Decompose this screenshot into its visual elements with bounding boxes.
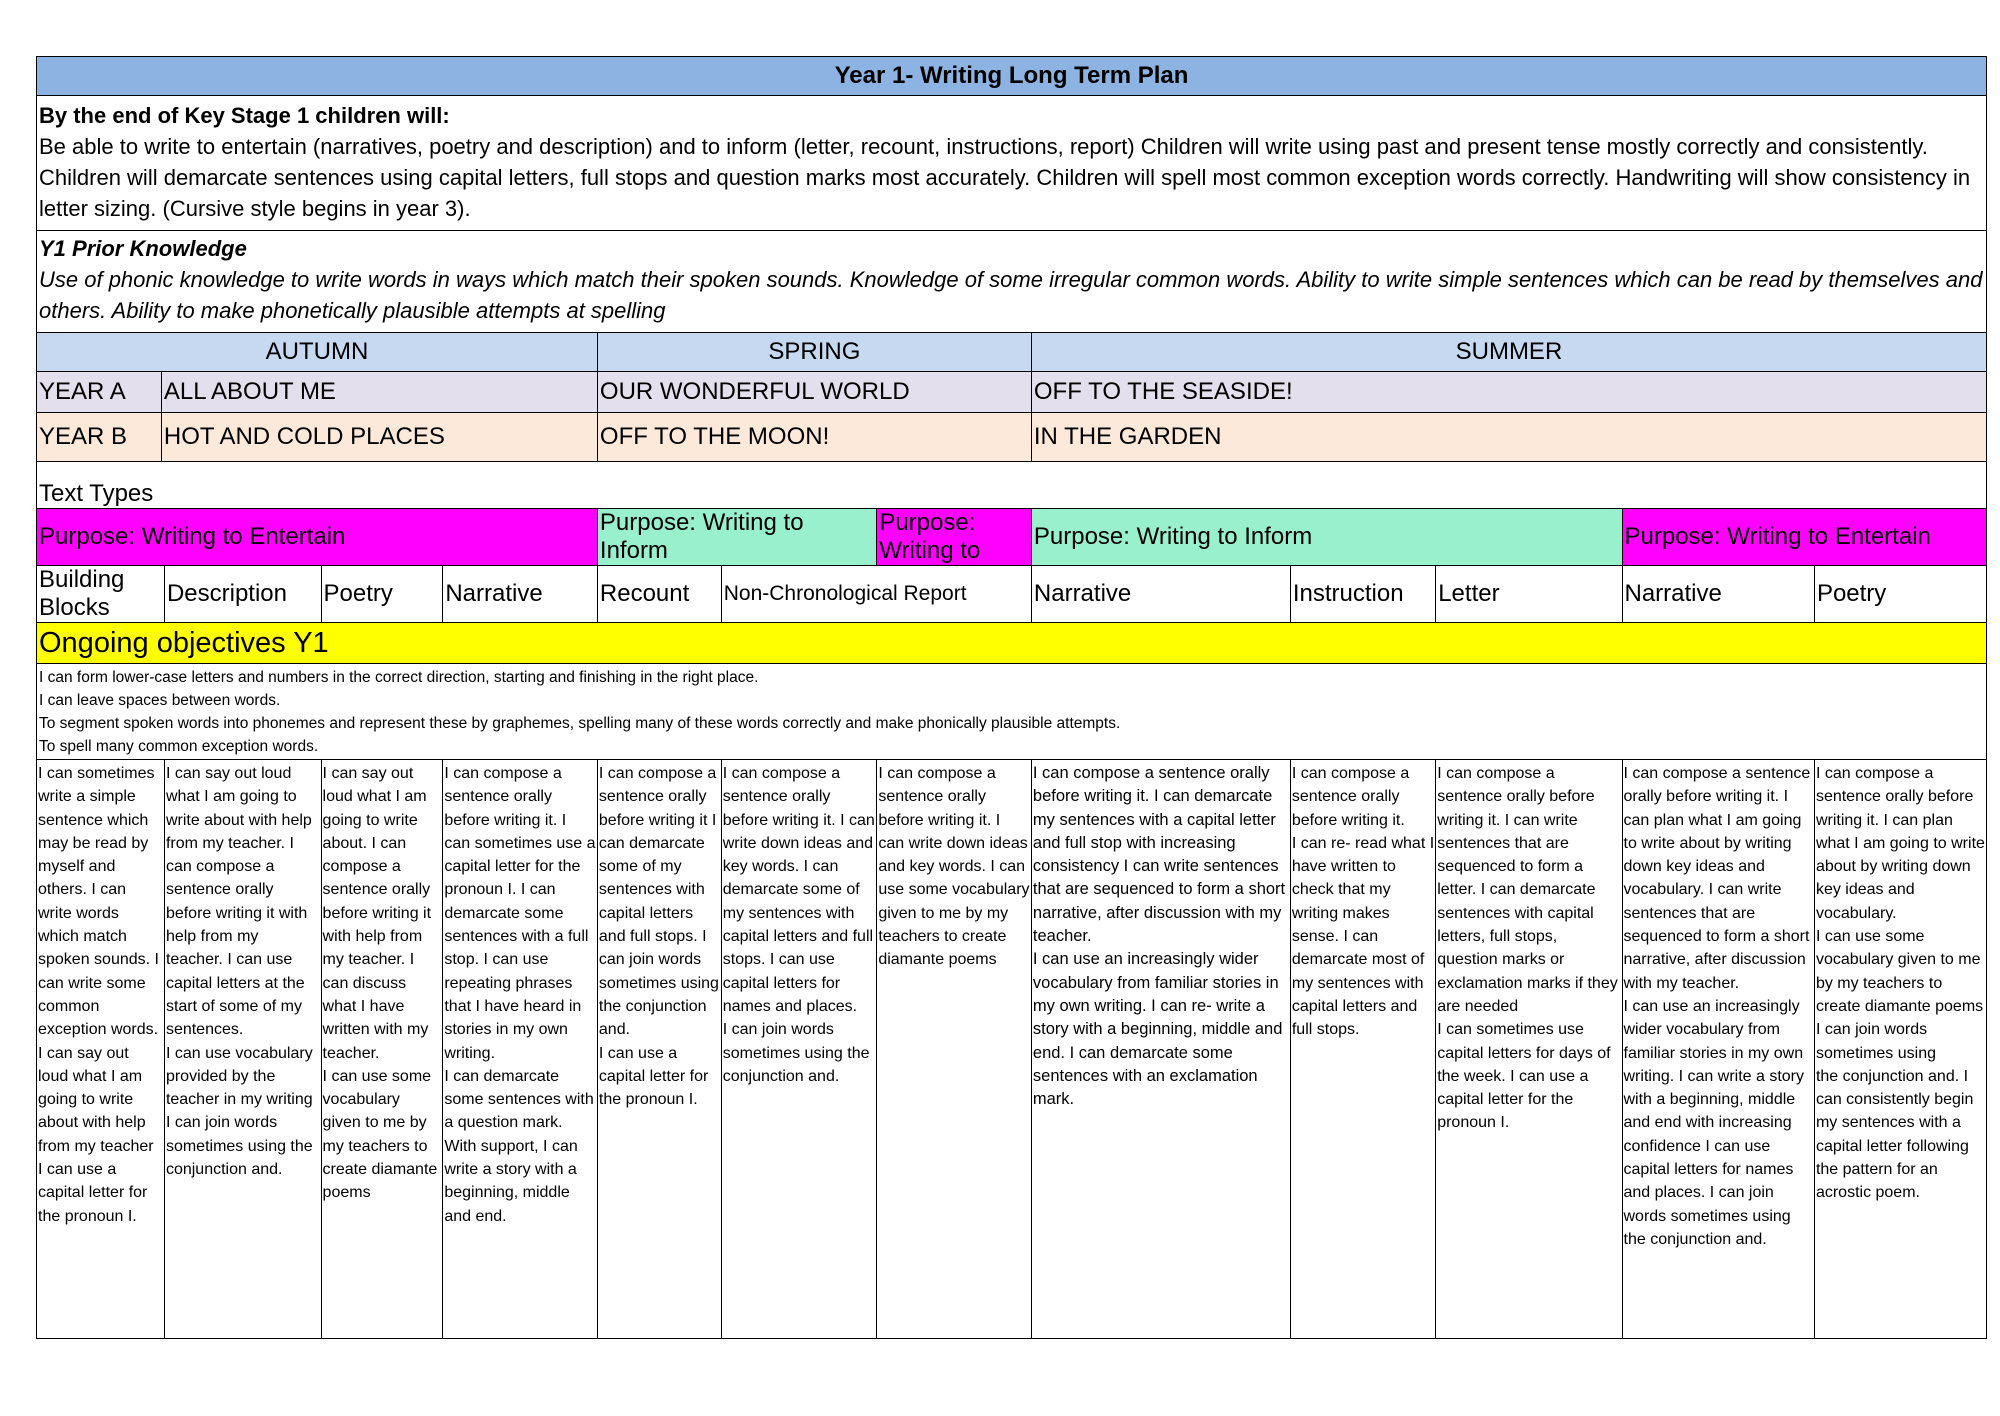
objective-paragraph: I can use a capital letter for the pronoun I. <box>38 1161 148 1225</box>
objective-paragraph: the conjunction and. I can consistently begin my sentences with a capital letter following the pattern for an acrostic poem. <box>1815 1067 1974 1202</box>
purpose-entertain-summer: Purpose: Writing to Entertain <box>1622 509 1987 566</box>
objective-instruction <box>1290 760 1435 1339</box>
objective-paragraph: I can compose a sentence orally before writing it. <box>1291 765 1410 829</box>
year-b-summer-topic: IN THE GARDEN <box>1031 413 1986 462</box>
objective-narrative-spring <box>1031 760 1290 1339</box>
objective-paragraph: I can compose a sentence orally before writing it. I can plan what I am going to write about by writing down key ideas and vocabulary. I can write sentences that are sequenced to form a short narrative, after discussion with my teacher. <box>1623 765 1811 992</box>
objective-paragraph: I can join words sometimes using the conjunction and. <box>722 1021 870 1085</box>
genre-description: Description <box>164 566 321 623</box>
objective-paragraph: I can use vocabulary provided by the teacher in my writing I can join words sometimes using the conjunction and. <box>165 1044 313 1179</box>
objective-paragraph: I can say out loud what I am going to write about with help from my teacher. I can compose a sentence orally before writing it with help from my teacher. I can use capital letters at the start of some of my sentences. <box>165 765 312 1039</box>
objective-paragraph: I can use an increasingly wider vocabulary from familiar stories in my own writing. I can re- write a story with a beginning, middle and end. I can demarcate some sentences with an exclamation mark. <box>1032 950 1283 1109</box>
objective-building-blocks <box>37 760 165 1339</box>
ongoing-item: I can leave spaces between words. <box>39 692 281 709</box>
purpose-inform-spring: Purpose: Writing to Inform <box>597 509 876 566</box>
objective-paragraph: I can compose a sentence orally before writing it. I can plan what I am going to write about by writing down key ideas and vocabulary. <box>1815 765 1985 922</box>
genre-narrative-summer: Narrative <box>1622 566 1814 623</box>
season-spring: SPRING <box>597 333 1031 372</box>
plan-title: Year 1- Writing Long Term Plan <box>37 57 1987 96</box>
prior-knowledge-body: Use of phonic knowledge to write words in ways which match their spoken sounds. Knowledge of some irregular common words. Ability to write simple sentences which can be read by themselves and others. Ability to make phonetically plausible attempts at spelling <box>39 267 1983 323</box>
genre-non-chronological-report: Non-Chronological Report <box>721 566 1031 623</box>
objective-paragraph: I can use an increasingly wider vocabulary from familiar stories in my own writing. I can write a story with a beginning, middle and end with increasing confidence I can use capital letters for names and places. I can join words sometimes using the conjunction and. <box>1623 997 1804 1248</box>
objective-paragraph: I can compose a sentence orally before writing it. I can demarcate my sentences with a capital letter and full stop with increasing consistency I can write sentences that are sequenced to form a short narrative, after discussion with my teacher. <box>1032 764 1286 946</box>
objective-poetry-autumn <box>321 760 443 1339</box>
objective-paragraph: I can say out loud what I am going to write about. I can compose a sentence orally before writing it with help from my teacher. I can discuss what I have written with my teacher. <box>322 765 432 1062</box>
objective-description <box>164 760 321 1339</box>
objective-poetry-summer <box>1814 760 1986 1339</box>
key-stage-summary <box>37 96 1987 231</box>
objective-report-poetry <box>877 760 1032 1339</box>
genre-poetry-summer: Poetry <box>1814 566 1986 623</box>
genre-instruction: Instruction <box>1290 566 1435 623</box>
ongoing-objectives-heading: Ongoing objectives Y1 <box>37 623 1987 664</box>
text-types-label: Text Types <box>37 462 1987 509</box>
objective-paragraph: I can sometimes use capital letters for days of the week. I can use a capital letter for the pronoun I. <box>1437 1021 1611 1132</box>
objective-narrative-summer <box>1622 760 1814 1339</box>
genre-narrative: Narrative <box>443 566 598 623</box>
season-autumn: AUTUMN <box>37 333 598 372</box>
year-a-autumn-topic: ALL ABOUT ME <box>161 372 597 413</box>
objective-narrative-autumn <box>443 760 598 1339</box>
genre-building-blocks: Building Blocks <box>37 566 165 623</box>
objective-paragraph: I can demarcate some sentences with a question mark. With support, I can write a story with a beginning, middle and end. <box>444 1067 594 1225</box>
purpose-entertain-spring: Purpose: Writing to <box>877 509 1032 566</box>
objective-paragraph: I can use some vocabulary given to me by my teachers to create diamante poems <box>322 1067 438 1202</box>
objective-paragraph: I can compose a sentence orally before writing it. I can write down ideas and key words. I can use some vocabulary given to me by my teachers to create diamante poems <box>878 765 1030 969</box>
prior-knowledge-heading: Y1 Prior Knowledge <box>39 236 247 261</box>
genre-poetry: Poetry <box>321 566 443 623</box>
year-a-spring-topic: OUR WONDERFUL WORLD <box>597 372 1031 413</box>
objective-recount <box>597 760 721 1339</box>
plan-table <box>36 56 1987 1339</box>
year-b-spring-topic: OFF TO THE MOON! <box>597 413 1031 462</box>
ongoing-objectives-list <box>37 664 1987 760</box>
objective-paragraph: I can compose a sentence orally before writing it. I can write sentences that are sequenced to form a letter. I can demarcate sentences with capital letters, full stops, question marks or exclamation marks if they are needed <box>1437 765 1618 1015</box>
genre-letter: Letter <box>1436 566 1622 623</box>
ongoing-item: To spell many common exception words. <box>39 738 319 755</box>
key-stage-body: Be able to write to entertain (narratives, poetry and description) and to inform (letter, recount, instructions, report) Children will write using past and present tense mostly correctly and consistently. Children will demarcate sentences using capital letters, full stops and question marks most accurately. Children will spell most common exception words correctly. Handwriting will show consistency in letter sizing. (Cursive style begins in year 3). <box>39 134 1971 221</box>
year-b-label: YEAR B <box>37 413 162 462</box>
prior-knowledge <box>37 231 1987 333</box>
long-term-plan-sheet <box>36 56 1987 1339</box>
objective-paragraph: I can compose a sentence orally before writing it I can demarcate some of my sentences with capital letters and full stops. I can join words sometimes using the conjunction and. <box>598 765 719 1039</box>
objective-paragraph: I can sometimes write a simple sentence which may be read by myself and others. I can write words which match spoken sounds. I can write some common exception words. I can say out loud what I am going to write about with help from my teacher <box>38 765 159 1155</box>
ongoing-item: I can form lower-case letters and numbers in the correct direction, starting and finishing in the right place. <box>39 669 759 686</box>
objective-letter <box>1436 760 1622 1339</box>
objective-paragraph: I can use some vocabulary given to me by my teachers to create diamante poems I can join words sometimes using <box>1815 928 1984 1062</box>
purpose-inform-summer: Purpose: Writing to Inform <box>1031 509 1622 566</box>
objective-non-chronological-report <box>721 760 877 1339</box>
year-a-summer-topic: OFF TO THE SEASIDE! <box>1031 372 1986 413</box>
objective-paragraph: I can compose a sentence orally before writing it. I can write down ideas and key words. I can demarcate some of my sentences with capital letters and full stops. I can use capital letters for names and places. <box>722 765 875 1015</box>
season-summer: SUMMER <box>1031 333 1986 372</box>
genre-recount: Recount <box>597 566 721 623</box>
objective-paragraph: I can compose a sentence orally before writing it. I can sometimes use a capital letter for the pronoun I. I can demarcate some sentences with a full stop. I can use repeating phrases that I have heard in stories in my own writing. <box>444 765 596 1062</box>
genre-narrative-spring: Narrative <box>1031 566 1290 623</box>
purpose-entertain-autumn: Purpose: Writing to Entertain <box>37 509 598 566</box>
year-a-label: YEAR A <box>37 372 162 413</box>
year-b-autumn-topic: HOT AND COLD PLACES <box>161 413 597 462</box>
objective-paragraph: I can re- read what I have written to check that my writing makes sense. I can demarcate most of my sentences with capital letters and full stops. <box>1291 834 1435 1039</box>
ongoing-item: To segment spoken words into phonemes and represent these by graphemes, spelling many of these words correctly and make phonically plausible attempts. <box>39 715 1121 732</box>
objectives-row <box>37 760 1987 1339</box>
objective-paragraph: I can use a capital letter for the pronoun I. <box>598 1044 709 1109</box>
key-stage-heading: By the end of Key Stage 1 children will: <box>39 103 450 128</box>
